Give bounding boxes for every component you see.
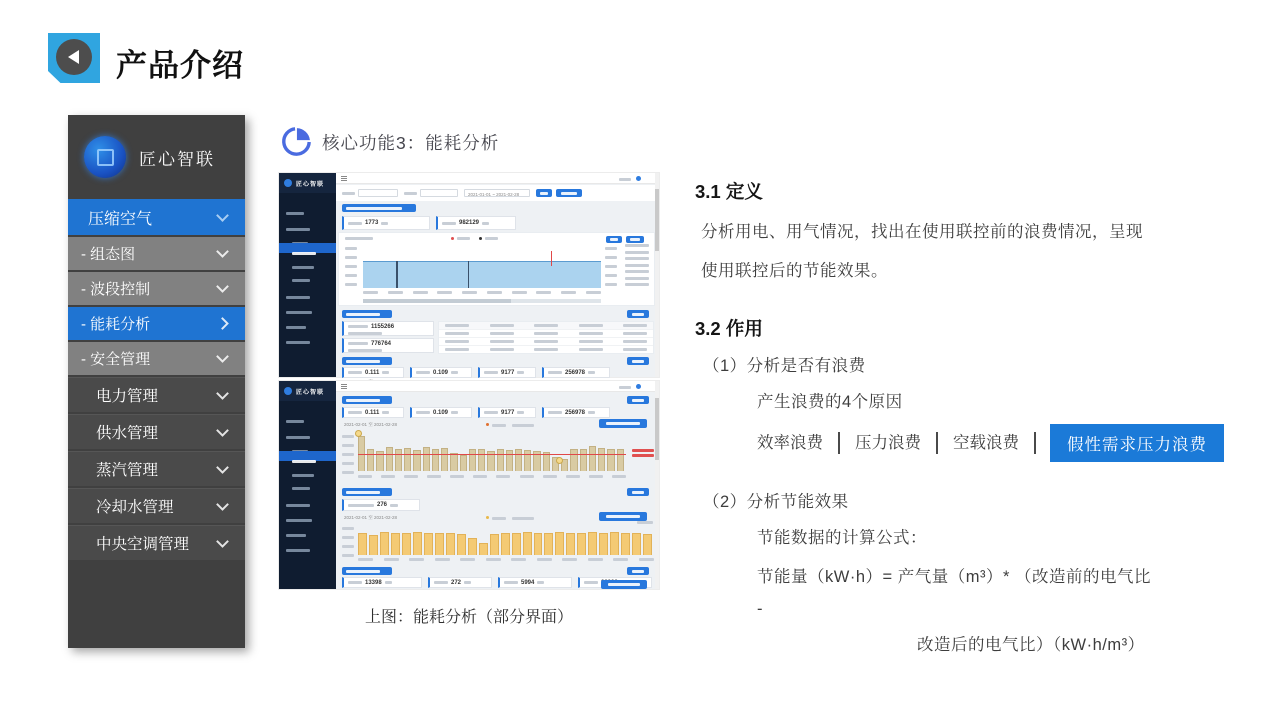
mini-stat-chip: 272 [428,577,492,588]
sidebar-item-label: 供水管理 [96,425,159,442]
mini-more-button [627,567,649,575]
chevron-right-icon [216,317,229,330]
chevron-down-icon [216,350,229,363]
mini-sidebar: 匠心智联 [279,173,336,377]
waste-reason: 效率浪费 [757,432,840,454]
point-2-sub: 节能数据的计算公式： [757,529,927,547]
mini-stat-chip: 0.109 [410,407,472,418]
sidebar-item-label: 压缩空气 [88,210,153,228]
avatar [636,176,641,181]
pie-chart-icon [280,126,312,158]
mini-stat-chip: 256978 [542,367,610,378]
sidebar-item[interactable] [68,525,245,560]
section-3-2-title: 3.2 作用 [695,318,763,339]
mini-filter-bar [336,185,655,201]
mini-area-chart [363,246,601,288]
mini-compare-button [601,580,647,589]
sidebar-item[interactable] [68,237,245,270]
logo-icon [84,136,126,178]
waste-reason: 空载浪费 [938,432,1036,454]
sidebar-item-label: 中央空调管理 [96,536,190,553]
definition-line-1: 分析用电、用气情况，找出在使用联控前的浪费情况，呈现 [701,223,1143,241]
mini-section-pill [342,310,392,318]
sidebar-item[interactable] [68,377,245,412]
mini-table [438,321,654,354]
mini-more-button [627,488,649,496]
back-button[interactable] [48,33,100,83]
menu-icon [341,384,347,389]
sidebar-item-label: 蒸汽管理 [96,462,159,479]
mini-more-button [627,357,649,365]
mini-more-button [627,396,649,404]
chevron-down-icon [216,461,229,474]
sidebar-logo [68,115,245,199]
mini-stat-chip: 0.111 [342,367,404,378]
mini-nav-item-active [279,451,336,461]
mini-stat-chip: 9177 [478,367,536,378]
sidebar-menu [68,199,245,560]
mini-stat-chip: 982129 [436,216,516,230]
point-2: （2）分析节能效果 [703,493,849,511]
mini-nav-item [279,272,336,290]
sidebar-item[interactable] [68,488,245,523]
sidebar-item[interactable] [68,451,245,486]
mini-export-button [556,189,582,197]
mini-compare-button [599,419,647,428]
sidebar-item[interactable] [68,272,245,305]
mini-energy-card: 776764 [342,338,434,353]
page-title: 产品介绍 [116,48,244,83]
mini-bar-chart-gold [338,525,655,565]
screenshot-caption: 上图：能耗分析（部分界面） [364,609,573,626]
mini-compare-button [599,512,647,521]
sidebar-item-label: - 安全管理 [81,351,151,368]
definition-line-2: 使用联控后的节能效果。 [701,262,888,280]
mini-section-pill [342,567,392,575]
chevron-down-icon [216,535,229,548]
back-arrow-icon [56,39,92,75]
mini-nav-item [279,542,336,560]
avatar [636,384,641,389]
sidebar-item-label: 冷却水管理 [96,499,174,516]
sidebar [68,115,245,648]
mini-section-pill [342,357,392,365]
mini-scrollbar [655,381,659,589]
mini-scrollbar [655,173,659,377]
mini-topbar [336,173,655,184]
menu-icon [341,176,347,181]
mini-input [358,189,398,197]
sidebar-item[interactable] [68,307,245,340]
formula-dash: - [757,600,763,618]
mini-section-pill [342,396,392,404]
sidebar-item-label: - 波段控制 [81,281,151,298]
sidebar-item[interactable] [68,342,245,375]
mini-stat-chip: 0.109 [410,367,472,378]
sidebar-item[interactable] [68,199,245,235]
chevron-down-icon [216,424,229,437]
mini-stat-chip: 9177 [478,407,536,418]
mini-nav-item [279,334,336,352]
chevron-down-icon [216,245,229,258]
dashboard-screenshot-1 [278,172,660,378]
mini-stat-chip: 1773 [342,216,430,230]
feature-heading [280,126,499,158]
mini-sidebar: 匠心智联 [279,381,336,589]
mini-stat-chip: 13398 [342,577,422,588]
formula-line-1: 节能量（kW·h）= 产气量（m³）* （改造前的电气比 [757,568,1151,586]
point-1-sub: 产生浪费的4个原因 [757,393,903,411]
mini-more-button [627,310,649,318]
feature-title: 核心功能3：能耗分析 [322,132,500,153]
waste-row [757,424,1224,462]
chevron-down-icon [216,280,229,293]
section-3-1-title: 3.1 定义 [695,181,763,202]
mini-tag [342,204,416,212]
mini-energy-card: 1155266 [342,321,434,336]
sidebar-item-label: - 组态图 [81,246,136,263]
mini-stat-chip: 5994 [498,577,572,588]
mini-stat-chip: 256978 [542,407,610,418]
mini-nav-item [279,480,336,498]
mini-stat-chip: 0.111 [342,407,404,418]
logo-text: 匠心智联 [139,149,215,169]
formula-line-2: 改造后的电气比）（kW·h/m³） [917,636,1145,654]
dashboard-screenshot-2: 匠心智联 0.111 0.109 9177 256978 2021-02-01 至 2021-02-28 276 2021-02-01 至 2021-02-28 13398 272 5994 [278,380,660,590]
sidebar-item-label: - 能耗分析 [81,316,151,333]
chevron-down-icon [216,209,229,222]
chevron-down-icon [216,498,229,511]
mini-trend-chart-card [338,232,655,306]
sidebar-item-label: 电力管理 [96,388,159,405]
chevron-down-icon [216,387,229,400]
mini-section-pill [342,488,392,496]
mini-nav-item-active [279,243,336,253]
mini-topbar [336,381,655,392]
mini-search-button [536,189,552,197]
point-1: （1）分析是否有浪费 [703,357,866,375]
sidebar-item[interactable] [68,414,245,449]
mini-date-range: 2021-01-01 ~ 2021-02-28 [464,189,530,197]
mini-bar-chart-tan [338,433,655,485]
mini-input [420,189,458,197]
waste-reason: 压力浪费 [840,432,938,454]
waste-reason-highlighted: 假性需求压力浪费 [1050,424,1224,462]
mini-device-count-chip: 276 [342,499,420,511]
